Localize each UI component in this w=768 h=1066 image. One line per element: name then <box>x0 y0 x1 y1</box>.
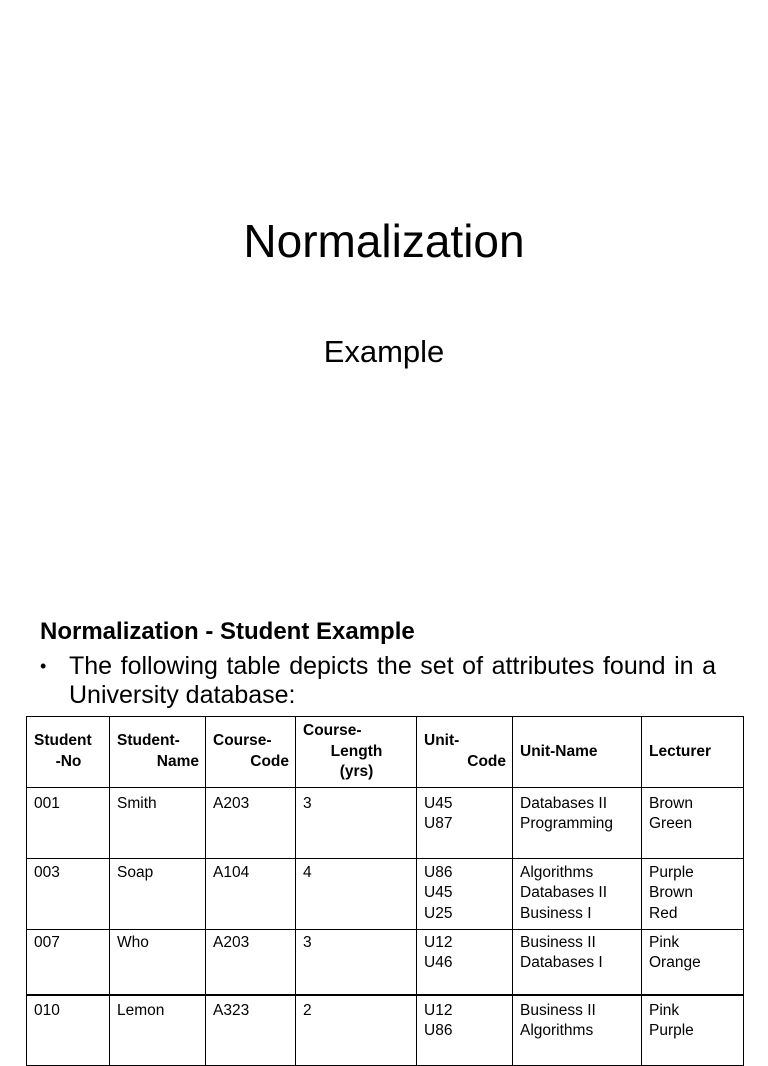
bullet-point <box>40 652 716 710</box>
cell-course-length: 3 <box>296 787 417 858</box>
cell-course-code: A323 <box>206 995 296 1066</box>
slide-subtitle: Example <box>323 334 445 369</box>
table-row <box>27 787 744 858</box>
cell-lecturer: Purple Brown Red <box>642 858 744 929</box>
table-row <box>27 929 744 995</box>
cell-unit-code: U12 U86 <box>417 995 513 1066</box>
header-lecturer: Lecturer <box>642 717 744 788</box>
cell-student-name: Lemon <box>110 995 206 1066</box>
table-row <box>27 995 744 1066</box>
cell-unit-name: Databases II Programming <box>513 787 642 858</box>
cell-student-no: 010 <box>27 995 110 1066</box>
cell-student-no: 003 <box>27 858 110 929</box>
header-unit-code: Unit- Code <box>417 717 513 788</box>
cell-student-name: Who <box>110 929 206 995</box>
header-course-code: Course- Code <box>206 717 296 788</box>
header-student-no: Student -No <box>27 717 110 788</box>
cell-unit-name: Algorithms Databases II Business I <box>513 858 642 929</box>
cell-lecturer: Brown Green <box>642 787 744 858</box>
cell-course-length: 2 <box>296 995 417 1066</box>
cell-lecturer: Pink Orange <box>642 929 744 995</box>
table-row <box>27 858 744 929</box>
cell-course-code: A104 <box>206 858 296 929</box>
cell-lecturer: Pink Purple <box>642 995 744 1066</box>
cell-course-length: 3 <box>296 929 417 995</box>
slide-title: Normalization <box>243 215 525 267</box>
cell-unit-name: Business II Algorithms <box>513 995 642 1066</box>
cell-student-no: 007 <box>27 929 110 995</box>
header-course-length: Course- Length (yrs) <box>296 717 417 788</box>
cell-course-length: 4 <box>296 858 417 929</box>
section-heading: Normalization - Student Example <box>40 618 415 645</box>
cell-student-no: 001 <box>27 787 110 858</box>
cell-course-code: A203 <box>206 929 296 995</box>
table-header-row <box>27 717 744 788</box>
cell-unit-name: Business II Databases I <box>513 929 642 995</box>
header-unit-name: Unit-Name <box>513 717 642 788</box>
bullet-icon: • <box>40 656 47 676</box>
cell-unit-code: U12 U46 <box>417 929 513 995</box>
cell-student-name: Soap <box>110 858 206 929</box>
header-student-name: Student- Name <box>110 717 206 788</box>
cell-unit-code: U86 U45 U25 <box>417 858 513 929</box>
student-table <box>26 716 744 1066</box>
cell-course-code: A203 <box>206 787 296 858</box>
cell-unit-code: U45 U87 <box>417 787 513 858</box>
cell-student-name: Smith <box>110 787 206 858</box>
bullet-text: The following table depicts the set of attributes found in a University database: <box>69 652 716 709</box>
